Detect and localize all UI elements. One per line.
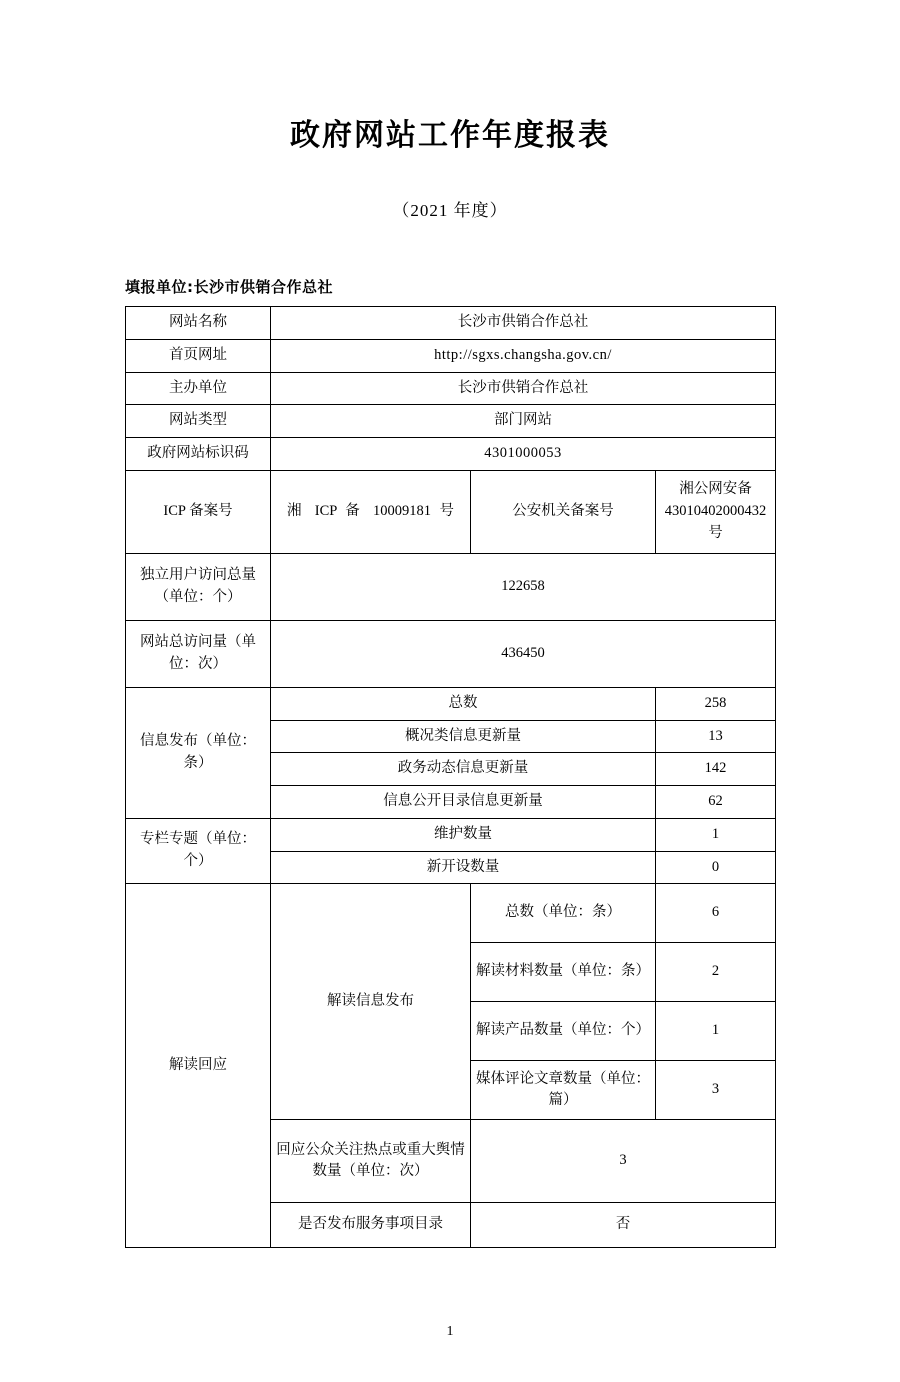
site-code-value: 4301000053 <box>271 438 776 471</box>
interpretation-item-name: 解读产品数量（单位：个） <box>471 1002 656 1061</box>
site-type-value: 部门网站 <box>271 405 776 438</box>
interpretation-item-name: 解读材料数量（单位：条） <box>471 943 656 1002</box>
icp-value <box>271 470 471 553</box>
total-visits-label: 网站总访问量（单位：次） <box>126 620 271 687</box>
site-name-label: 网站名称 <box>126 307 271 340</box>
homepage-label: 首页网址 <box>126 339 271 372</box>
table-row <box>126 405 776 438</box>
table-row <box>126 620 776 687</box>
site-name-value: 长沙市供销合作总社 <box>271 307 776 340</box>
site-code-label: 政府网站标识码 <box>126 438 271 471</box>
table-row <box>126 884 776 943</box>
interpretation-item-value: 3 <box>656 1061 776 1120</box>
host-unit-value: 长沙市供销合作总社 <box>271 372 776 405</box>
page-subtitle: （2021 年度） <box>392 201 508 220</box>
column-topic-item-value: 1 <box>656 818 776 851</box>
service-catalog-label: 是否发布服务事项目录 <box>271 1203 471 1248</box>
table-row <box>126 687 776 720</box>
column-topic-item-name: 新开设数量 <box>271 851 656 884</box>
unique-visitors-label: 独立用户访问总量（单位：个） <box>126 553 271 620</box>
info-publish-item-value: 13 <box>656 720 776 753</box>
table-row <box>126 372 776 405</box>
police-record-label: 公安机关备案号 <box>471 470 656 553</box>
interpretation-item-name: 总数（单位：条） <box>471 884 656 943</box>
unique-visitors-value: 122658 <box>271 553 776 620</box>
icp-value-text: 湘 ICP 备 10009181 号 <box>287 502 454 519</box>
table-row <box>126 438 776 471</box>
site-type-label: 网站类型 <box>126 405 271 438</box>
icp-label: ICP 备案号 <box>126 470 271 553</box>
police-record-value: 湘公网安备 43010402000432 号 <box>656 470 776 553</box>
response-value: 3 <box>471 1120 776 1203</box>
interpretation-item-value: 2 <box>656 943 776 1002</box>
filler-unit-label: 填报单位:长沙市供销合作总社 <box>125 278 333 296</box>
interpretation-publish-label: 解读信息发布 <box>271 884 471 1120</box>
interpretation-item-name: 媒体评论文章数量（单位：篇） <box>471 1061 656 1120</box>
response-label: 回应公众关注热点或重大舆情数量（单位：次） <box>271 1120 471 1203</box>
interpretation-item-value: 6 <box>656 884 776 943</box>
info-publish-item-name: 信息公开目录信息更新量 <box>271 786 656 819</box>
document-page <box>0 110 900 1382</box>
page-number: 1 <box>446 1324 454 1339</box>
info-publish-item-value: 62 <box>656 786 776 819</box>
info-publish-item-name: 概况类信息更新量 <box>271 720 656 753</box>
service-catalog-value: 否 <box>471 1203 776 1248</box>
interpretation-label: 解读回应 <box>126 884 271 1248</box>
table-row <box>126 470 776 553</box>
table-row <box>126 553 776 620</box>
info-publish-item-value: 258 <box>656 687 776 720</box>
info-publish-item-name: 政务动态信息更新量 <box>271 753 656 786</box>
annual-report-table <box>125 306 776 1248</box>
column-topic-item-name: 维护数量 <box>271 818 656 851</box>
page-title: 政府网站工作年度报表 <box>290 118 610 153</box>
table-row <box>126 339 776 372</box>
info-publish-item-value: 142 <box>656 753 776 786</box>
table-row <box>126 818 776 851</box>
interpretation-item-value: 1 <box>656 1002 776 1061</box>
table-row <box>126 307 776 340</box>
column-topic-item-value: 0 <box>656 851 776 884</box>
host-unit-label: 主办单位 <box>126 372 271 405</box>
info-publish-label: 信息发布（单位：条） <box>126 687 271 818</box>
column-topic-label: 专栏专题（单位：个） <box>126 818 271 884</box>
total-visits-value: 436450 <box>271 620 776 687</box>
homepage-value: http://sgxs.changsha.gov.cn/ <box>271 339 776 372</box>
info-publish-item-name: 总数 <box>271 687 656 720</box>
